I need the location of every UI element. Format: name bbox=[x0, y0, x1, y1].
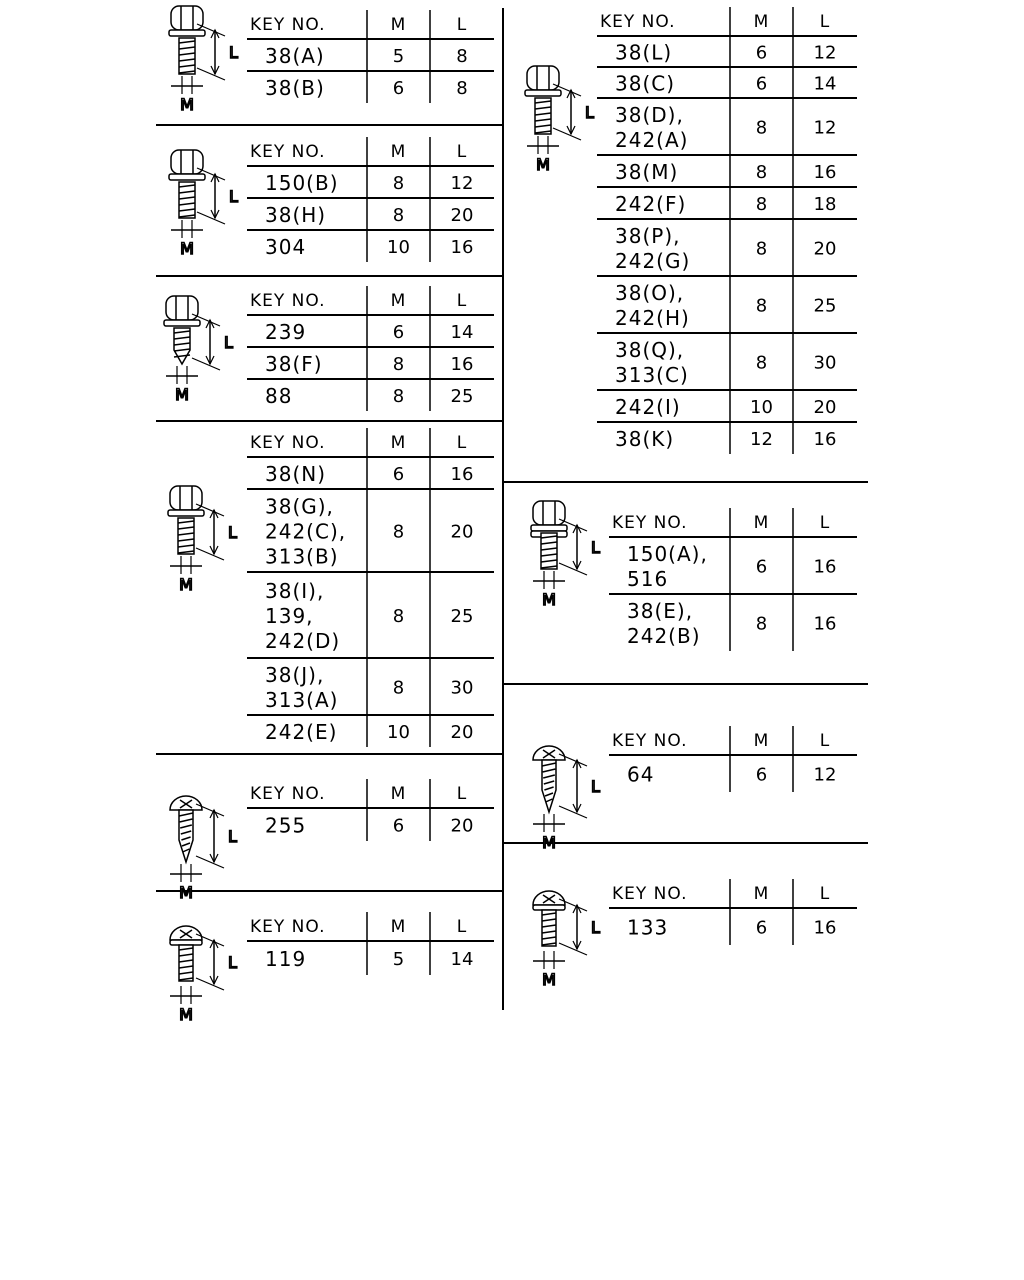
hex-flange-bolt-icon bbox=[169, 150, 238, 258]
length-dim-label: L bbox=[224, 333, 233, 352]
length-dim-label: L bbox=[591, 538, 600, 557]
table-row bbox=[265, 663, 473, 712]
length-dim-label: L bbox=[229, 187, 238, 206]
table-row bbox=[265, 495, 473, 569]
table-row bbox=[615, 103, 836, 152]
key-no-header: KEY NO. bbox=[250, 433, 326, 453]
l-value: 16 bbox=[813, 613, 837, 635]
l-value: 20 bbox=[450, 815, 474, 837]
m-header: M bbox=[753, 513, 770, 533]
spec-table bbox=[597, 7, 857, 454]
key-no-cell: 304 bbox=[265, 235, 307, 259]
spec-table bbox=[247, 779, 494, 841]
m-header: M bbox=[390, 917, 407, 937]
table-row bbox=[627, 916, 836, 940]
diameter-dim-label: M bbox=[179, 575, 193, 594]
m-value: 6 bbox=[755, 556, 768, 578]
key-no-cell: 38(M) bbox=[615, 160, 679, 184]
l-value: 20 bbox=[450, 722, 474, 743]
spec-table bbox=[609, 508, 857, 651]
key-no-cell: 38(I), bbox=[265, 579, 325, 603]
key-no-cell: 242(F) bbox=[615, 192, 687, 216]
l-header: L bbox=[456, 784, 468, 804]
l-value: 20 bbox=[813, 238, 837, 260]
l-value: 16 bbox=[813, 556, 837, 578]
table-row bbox=[615, 41, 836, 65]
fastener-group bbox=[609, 726, 857, 792]
key-no-cell: 133 bbox=[627, 915, 669, 940]
m-value: 8 bbox=[392, 521, 405, 543]
key-no-cell: 516 bbox=[627, 567, 669, 591]
m-header: M bbox=[390, 291, 407, 311]
m-value: 6 bbox=[755, 42, 768, 64]
hex-washer-bolt-icon bbox=[531, 501, 600, 609]
key-no-header: KEY NO. bbox=[250, 15, 326, 35]
spec-table bbox=[609, 726, 857, 792]
fastener-group bbox=[247, 428, 494, 747]
l-header: L bbox=[819, 884, 831, 904]
l-header: L bbox=[819, 12, 831, 32]
l-value: 25 bbox=[450, 386, 474, 407]
key-no-header: KEY NO. bbox=[612, 731, 688, 751]
table-row bbox=[627, 542, 836, 591]
phillips-tapping-screw-icon bbox=[533, 746, 600, 852]
m-value: 8 bbox=[392, 354, 405, 375]
key-no-cell: 38(K) bbox=[615, 427, 675, 451]
key-no-cell: 255 bbox=[265, 813, 307, 838]
l-value: 8 bbox=[456, 46, 468, 67]
m-header: M bbox=[390, 15, 407, 35]
table-row bbox=[265, 384, 473, 408]
diameter-dim-label: M bbox=[536, 155, 550, 174]
m-value: 6 bbox=[392, 464, 405, 485]
key-no-cell: 242(A) bbox=[615, 128, 689, 152]
l-header: L bbox=[456, 433, 468, 453]
l-value: 20 bbox=[813, 397, 837, 418]
m-value: 8 bbox=[755, 162, 768, 183]
m-header: M bbox=[390, 784, 407, 804]
key-no-header: KEY NO. bbox=[250, 784, 326, 804]
table-row bbox=[265, 462, 473, 486]
length-dim-label: L bbox=[585, 103, 594, 122]
diameter-dim-label: M bbox=[542, 590, 556, 609]
l-header: L bbox=[819, 731, 831, 751]
table-row bbox=[265, 579, 473, 653]
key-no-cell: 38(D), bbox=[615, 103, 684, 127]
m-value: 8 bbox=[392, 173, 405, 194]
spec-table bbox=[247, 10, 494, 103]
l-value: 8 bbox=[456, 78, 468, 99]
spec-table bbox=[247, 286, 494, 411]
key-no-cell: 38(Q), bbox=[615, 338, 685, 362]
key-no-cell: 139, bbox=[265, 604, 314, 628]
hex-flange-bolt-icon bbox=[169, 6, 238, 114]
table-row bbox=[615, 338, 836, 387]
key-no-cell: 242(G) bbox=[615, 249, 691, 273]
table-row bbox=[265, 203, 473, 227]
key-no-cell: 38(F) bbox=[265, 352, 323, 376]
table-row bbox=[265, 814, 473, 838]
m-value: 8 bbox=[755, 613, 768, 635]
fastener-group bbox=[609, 508, 857, 651]
key-no-cell: 38(J), bbox=[265, 663, 325, 687]
key-no-header: KEY NO. bbox=[612, 884, 688, 904]
m-header: M bbox=[390, 142, 407, 162]
key-no-cell: 38(O), bbox=[615, 281, 685, 305]
table-row bbox=[615, 160, 836, 184]
diameter-dim-label: M bbox=[175, 385, 189, 404]
m-value: 12 bbox=[750, 429, 773, 450]
m-header: M bbox=[753, 884, 770, 904]
m-value: 8 bbox=[755, 295, 768, 317]
key-no-cell: 313(C) bbox=[615, 363, 689, 387]
key-no-cell: 150(B) bbox=[265, 171, 339, 195]
l-header: L bbox=[819, 513, 831, 533]
m-value: 5 bbox=[392, 949, 405, 970]
m-value: 8 bbox=[755, 352, 768, 374]
key-no-cell: 38(P), bbox=[615, 224, 681, 248]
l-value: 30 bbox=[450, 677, 474, 699]
fastener-group bbox=[247, 912, 494, 975]
length-dim-label: L bbox=[591, 918, 600, 937]
hex-flange-bolt-icon bbox=[168, 486, 237, 594]
diameter-dim-label: M bbox=[180, 239, 194, 258]
m-value: 8 bbox=[392, 606, 405, 627]
key-no-cell: 119 bbox=[265, 947, 307, 971]
hex-flange-bolt-icon bbox=[525, 66, 594, 174]
table-row bbox=[265, 947, 473, 971]
key-no-cell: 313(A) bbox=[265, 688, 339, 712]
m-value: 6 bbox=[392, 322, 405, 343]
m-value: 6 bbox=[755, 764, 768, 786]
l-value: 14 bbox=[450, 949, 474, 970]
m-header: M bbox=[753, 12, 770, 32]
key-no-header: KEY NO. bbox=[612, 513, 688, 533]
key-no-cell: 88 bbox=[265, 384, 293, 408]
fastener-group bbox=[247, 10, 494, 103]
length-dim-label: L bbox=[591, 777, 600, 796]
length-dim-label: L bbox=[228, 827, 237, 846]
l-value: 20 bbox=[450, 205, 474, 226]
table-row bbox=[265, 171, 473, 195]
key-no-header: KEY NO. bbox=[250, 917, 326, 937]
m-value: 10 bbox=[387, 237, 410, 258]
key-no-header: KEY NO. bbox=[250, 291, 326, 311]
hex-tapping-bolt-icon bbox=[164, 296, 233, 404]
l-value: 18 bbox=[813, 194, 837, 215]
fastener-group bbox=[247, 779, 494, 841]
m-value: 10 bbox=[750, 397, 773, 418]
table-row bbox=[627, 763, 836, 787]
l-value: 30 bbox=[813, 352, 837, 374]
table-row bbox=[615, 192, 836, 216]
l-value: 12 bbox=[813, 764, 837, 786]
m-value: 8 bbox=[392, 205, 405, 226]
m-header: M bbox=[753, 731, 770, 751]
m-value: 8 bbox=[755, 117, 768, 139]
length-dim-label: L bbox=[228, 953, 237, 972]
fastener-group bbox=[597, 7, 857, 454]
m-value: 8 bbox=[392, 386, 405, 407]
table-row bbox=[615, 72, 836, 96]
m-value: 8 bbox=[755, 194, 768, 215]
spec-table bbox=[609, 879, 857, 945]
table-row bbox=[615, 224, 836, 273]
l-value: 20 bbox=[450, 521, 474, 543]
l-value: 14 bbox=[813, 73, 837, 95]
key-no-cell: 242(C), bbox=[265, 519, 347, 544]
l-value: 14 bbox=[450, 322, 474, 343]
key-no-cell: 38(N) bbox=[265, 462, 327, 486]
m-value: 6 bbox=[755, 73, 768, 95]
phillips-tapping-screw-icon bbox=[170, 796, 237, 902]
l-value: 16 bbox=[813, 162, 837, 183]
key-no-cell: 38(C) bbox=[615, 71, 676, 96]
l-value: 12 bbox=[813, 42, 837, 64]
key-no-cell: 38(G), bbox=[265, 494, 334, 519]
m-value: 8 bbox=[392, 677, 405, 699]
key-no-cell: 242(B) bbox=[627, 624, 701, 648]
l-value: 16 bbox=[450, 354, 474, 375]
m-value: 5 bbox=[392, 46, 405, 67]
fastener-group bbox=[247, 137, 494, 262]
diameter-dim-label: M bbox=[179, 883, 193, 902]
l-value: 12 bbox=[450, 173, 474, 194]
key-no-cell: 38(H) bbox=[265, 203, 327, 227]
l-value: 16 bbox=[450, 237, 474, 258]
length-dim-label: L bbox=[228, 523, 237, 542]
key-no-cell: 242(H) bbox=[615, 306, 690, 330]
table-row bbox=[265, 235, 473, 259]
key-no-cell: 242(D) bbox=[265, 629, 341, 653]
phillips-washer-screw-icon bbox=[533, 891, 600, 989]
l-value: 16 bbox=[813, 917, 837, 939]
key-no-cell: 64 bbox=[627, 762, 655, 787]
diameter-dim-label: M bbox=[542, 833, 556, 852]
table-row bbox=[265, 720, 473, 744]
key-no-cell: 38(B) bbox=[265, 76, 325, 100]
table-row bbox=[627, 599, 836, 648]
diameter-dim-label: M bbox=[542, 970, 556, 989]
spec-table bbox=[247, 428, 494, 747]
table-row bbox=[615, 427, 836, 451]
key-no-cell: 38(L) bbox=[615, 40, 673, 65]
key-no-cell: 239 bbox=[265, 320, 307, 344]
diameter-dim-label: M bbox=[179, 1005, 193, 1024]
table-row bbox=[615, 395, 836, 419]
l-value: 25 bbox=[450, 606, 474, 627]
key-no-cell: 38(E), bbox=[627, 599, 694, 623]
key-no-cell: 242(E) bbox=[265, 720, 338, 744]
l-header: L bbox=[456, 142, 468, 162]
spec-table bbox=[247, 912, 494, 975]
m-value: 10 bbox=[387, 722, 410, 743]
table-row bbox=[265, 352, 473, 376]
l-header: L bbox=[456, 15, 468, 35]
l-value: 16 bbox=[450, 464, 474, 485]
table-row bbox=[615, 281, 836, 330]
key-no-cell: 150(A), bbox=[627, 542, 708, 566]
key-no-cell: 313(B) bbox=[265, 544, 339, 569]
l-value: 16 bbox=[813, 429, 837, 450]
length-dim-label: L bbox=[229, 43, 238, 62]
fastener-group bbox=[609, 879, 857, 945]
m-value: 6 bbox=[755, 917, 768, 939]
l-header: L bbox=[456, 291, 468, 311]
spec-table bbox=[247, 137, 494, 262]
m-value: 6 bbox=[392, 815, 405, 837]
table-row bbox=[265, 320, 473, 344]
key-no-cell: 242(I) bbox=[615, 395, 681, 419]
m-header: M bbox=[390, 433, 407, 453]
l-header: L bbox=[456, 917, 468, 937]
m-value: 6 bbox=[392, 78, 405, 99]
diameter-dim-label: M bbox=[180, 95, 194, 114]
key-no-cell: 38(A) bbox=[265, 44, 325, 68]
l-value: 25 bbox=[813, 295, 837, 317]
fastener-group bbox=[247, 286, 494, 411]
key-no-header: KEY NO. bbox=[600, 12, 676, 32]
m-value: 8 bbox=[755, 238, 768, 260]
phillips-washer-screw-icon bbox=[170, 926, 237, 1024]
l-value: 12 bbox=[813, 117, 837, 139]
key-no-header: KEY NO. bbox=[250, 142, 326, 162]
